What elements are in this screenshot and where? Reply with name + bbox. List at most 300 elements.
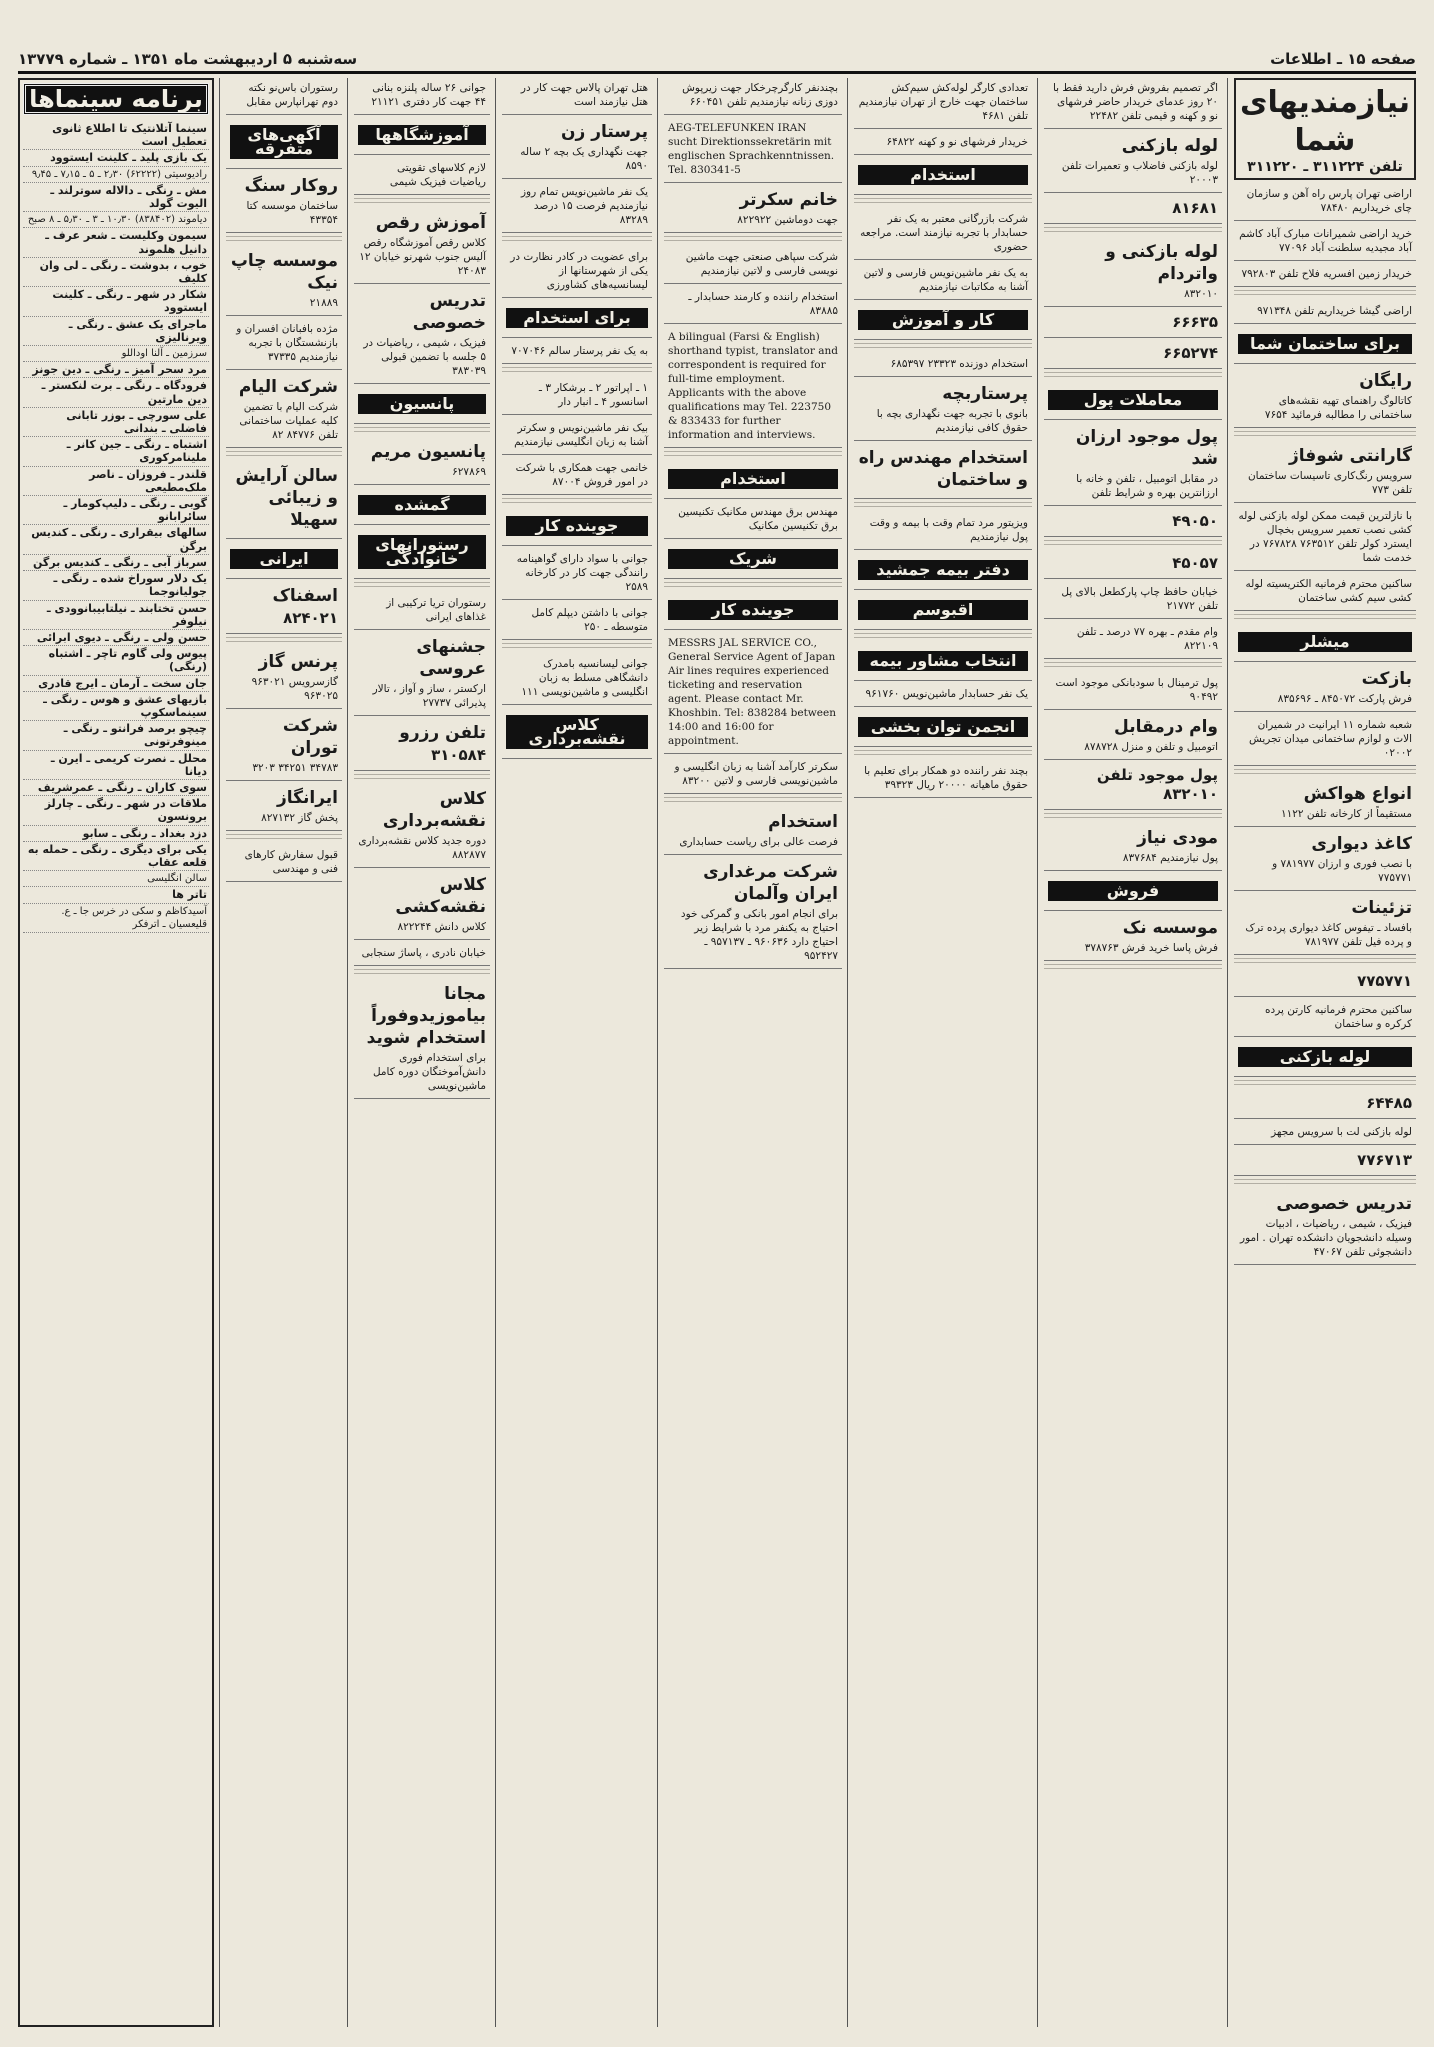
classified-ad (226, 712, 342, 781)
classified-title: نیازمندیهای شما (1239, 85, 1411, 158)
classified-ad (226, 845, 342, 882)
ad-heading: ایرانگاز (276, 788, 338, 808)
classified-ad (1044, 341, 1222, 369)
classified-ad (354, 118, 490, 155)
ad-heading: موسسه نک (1122, 918, 1218, 938)
classified-ad (1234, 1122, 1416, 1145)
classified-ad (502, 458, 652, 495)
ad-heading: برای ساختمان شما (1238, 334, 1412, 354)
text-block-filler (1044, 227, 1222, 235)
cinema-listing: علی سورچی ـ بوزر تابانی فاضلی ـ بندانی (23, 408, 209, 437)
classified-ad (854, 513, 1032, 550)
ad-text: جوانی ۲۶ ساله پلنزه بنانی ۴۴ جهت کار دفتری ۲۱۱۲۱ (371, 82, 486, 108)
ad-text: خرید اراضی شمیرانات مبارک آباد کاشم آباد مجیدیه سلطنت آباد ۷۷۰۹۶ (1239, 228, 1412, 254)
classified-ad (1044, 132, 1222, 193)
ad-text: A bilingual (Farsi & English) shorthand typist, translator and correspondent is required for full-time employment. Applicants with the above qualifications may Tel. 223750 & 833433 for further information and interviews. (668, 331, 838, 441)
classified-ad (354, 593, 490, 630)
text-block-filler (354, 198, 490, 206)
cinema-listing: ملاقات در شهر ـ رنگی ـ چارلز برونسون (23, 796, 209, 825)
cinema-listing: مش ـ رنگی ـ دالاله سوترلند ـ الیوت گولد (23, 183, 209, 212)
ad-text: رستوران تریا ترکیبی از غذاهای ایرانی (386, 597, 486, 623)
classified-ad (354, 488, 490, 525)
classified-ad (226, 784, 342, 831)
ad-heading: استخدام (858, 165, 1028, 185)
ad-heading: سالن آرایش و زیبائی سهیلا (235, 466, 338, 530)
cinema-listings (18, 78, 214, 2027)
cinema-listing: بازیهای عشق و هوس ـ رنگی ـ سینماسکوپ (23, 692, 209, 721)
text-block-filler (354, 774, 490, 782)
classified-ad (1044, 423, 1222, 506)
col5-ads (502, 78, 652, 759)
ad-text: فیزیک ، شیمی ، ریاضیات ، ادبیات وسیله دانشجویان دانشکده تهران . امور دانشجوئی تلفن ۴۷۰۶۷ (1240, 1218, 1412, 1258)
column-4 (664, 78, 842, 2027)
ad-text: کاتالوگ راهنمای تهیه نقشه‌های ساختمانی را مطالبه فرمائید ۷۶۵۴ (1264, 395, 1412, 421)
ad-phone: ۸۲۴۰۲۱ (283, 609, 338, 627)
column-3 (854, 78, 1032, 2027)
ad-text: شعبه شماره ۱۱ ایرانیت در شمیران الات و لوازم ساختمانی میدان تجریش ۰۲۰۰۲ (1249, 719, 1412, 759)
ad-text: مستقیماً از کارخانه تلفن ۱۱۲۲ (1280, 808, 1412, 820)
classified-ad (854, 644, 1032, 681)
classified-ad (854, 444, 1032, 499)
classified-ad (854, 158, 1032, 195)
classified-ad (354, 785, 490, 868)
classified-ad (354, 528, 490, 579)
classified-ad (1044, 551, 1222, 579)
ad-text: کلاس دانش ۸۲۲۲۴۴ (397, 921, 486, 933)
text-block-filler (664, 236, 842, 244)
cinema-listing: گوبی ـ رنگی ـ دلیپ‌کومار ـ سائرابانو (23, 496, 209, 525)
classified-ad (854, 553, 1032, 590)
ad-heading: لوله بازکنی (1121, 136, 1218, 156)
ad-text: ۱ ـ اپراتور ۲ ـ برشکار ۳ ـ اسانسور ۴ ـ انبار دار (538, 382, 648, 408)
classified-ad (354, 78, 490, 115)
classified-ad (226, 247, 342, 316)
classified-ad (226, 462, 342, 539)
ad-heading: شرکت توران (282, 716, 338, 758)
column-divider (1227, 78, 1228, 2027)
ad-heading: تدریس خصوصی (1276, 1194, 1412, 1214)
ad-heading: آموزشگاهها (358, 125, 486, 145)
classified-ad (1234, 1091, 1416, 1119)
ad-text: با نصب فوری و ارزان ۷۸۱۹۷۷ و ۷۷۵۷۷۱ (1272, 858, 1412, 884)
text-block-filler (1234, 769, 1416, 777)
cinema-listing: خوب ، بدوشت ـ رنگی ـ لی وان کلیف (23, 258, 209, 287)
text-block-filler (854, 502, 1032, 510)
ad-heading: مجانا بیاموزیدوفوراً استخدام شوید (366, 984, 486, 1048)
cinema-listing: آسیدکاظم و سکی در خرس جا ـ ع. قلیعسیان ـ اترفکر (23, 904, 209, 933)
classified-ad (1234, 715, 1416, 766)
ad-text: دوره جدید کلاس نقشه‌برداری ۸۸۲۸۷۷ (358, 835, 486, 861)
classified-ad (354, 438, 490, 485)
ad-text: لوله بازکنی فاضلاب و تعمیرات تلفن ۲۰۰۰۳ (1061, 160, 1218, 186)
ad-heading: تزئینات (1351, 898, 1412, 918)
classified-ad (1234, 625, 1416, 662)
classified-ad (354, 719, 490, 771)
classified-ad (1044, 622, 1222, 659)
cinema-listing: جان سخت ـ آرمان ـ ایرج قادری (23, 676, 209, 692)
cinema-listing: سینما آتلانتیک تا اطلاع ثانوی تعطیل است (23, 121, 209, 150)
ad-phone: ۶۴۴۸۵ (1366, 1094, 1412, 1112)
ad-text: هتل تهران پالاس جهت کار در هتل نیازمند است (520, 82, 648, 108)
ad-phone: ۷۷۶۷۱۳ (1357, 1151, 1412, 1169)
text-block-filler (854, 633, 1032, 641)
classified-ad (1044, 238, 1222, 307)
ad-heading: انجمن توان بخشی (858, 717, 1028, 737)
cinema-listing: شکار در شهر ـ رنگی ـ کلینت ایستوود (23, 287, 209, 316)
col1-ads (1234, 184, 1416, 1265)
classified-ad (854, 710, 1032, 747)
ad-text: بیک نفر ماشین‌نویس و سکرتر آشنا به زبان انگلیسی نیازمندیم (514, 422, 648, 448)
ad-heading: شریک (668, 549, 838, 569)
ad-text: برای عضویت در کادر نظارت در یکی از شهرستانها از لیسانسیه‌های کشاورزی (510, 251, 648, 291)
classified-ad (854, 761, 1032, 798)
classified-ad (1044, 673, 1222, 710)
ad-heading: استخدام مهندس راه و ساختمان (858, 448, 1028, 490)
classified-ad (664, 118, 842, 183)
column-divider (495, 78, 496, 2027)
ad-heading: کاغذ دیواری (1311, 834, 1412, 854)
classified-ad (502, 603, 652, 640)
ad-heading: گمشده (358, 495, 486, 515)
classified-ad (1234, 574, 1416, 611)
ad-heading: جوینده کار (506, 516, 648, 536)
cinema-listing: سالن انگلیسی (23, 871, 209, 887)
ad-text: یک نفر ماشین‌نویس تمام روز نیازمندیم فرصت ۱۵ درصد ۸۳۲۸۹ (520, 186, 648, 226)
classified-ad (502, 509, 652, 546)
cinema-listing: یک بازی پلید ـ کلینت ایستوود (23, 150, 209, 166)
cinema-listing: سیمون وکلیست ـ شعر عرف ـ دانیل هلموند (23, 228, 209, 257)
ad-text: ساکنین محترم فرمانیه کارتن پرده کرکره و ساختمان (1265, 1004, 1412, 1030)
cinema-title: برنامه سینماها (23, 83, 209, 115)
classified-ad (502, 549, 652, 600)
ad-heading: پانسیون مریم (370, 442, 486, 462)
ad-text: اراضی گیشا خریداریم تلفن ۹۷۱۳۴۸ (1257, 305, 1412, 317)
classified-ad (1234, 665, 1416, 712)
classified-ad (502, 182, 652, 233)
ad-heading: اقبوسم (858, 600, 1028, 620)
classified-ad (854, 684, 1032, 707)
ad-heading: روکار سنگ (244, 176, 338, 196)
ad-text: فرصت عالی برای ریاست حسابداری (679, 836, 838, 848)
text-block-filler (226, 834, 342, 842)
classified-ad (502, 301, 652, 338)
text-block-filler (1044, 540, 1222, 548)
ad-heading: تلفن رزرو (399, 723, 486, 743)
classified-ad (1234, 1148, 1416, 1176)
ad-text: پول ترمینال با سودبانکی موجود است ۹۰۴۹۲ (1055, 677, 1218, 703)
text-block-filler (1234, 1080, 1416, 1088)
cinema-listing: قلندر ـ فروزان ـ ناصر ملک‌مطیعی (23, 467, 209, 496)
classified-phone: تلفن ۳۱۱۲۲۴ ـ ۳۱۱۲۲۰ (1247, 159, 1403, 175)
ad-heading: استخدام (668, 469, 838, 489)
cinema-listing: اشتباه ـ رنگی ـ جین کانر ـ ملینامرکوری (23, 437, 209, 466)
classified-ad (854, 263, 1032, 300)
classified-ad (1234, 969, 1416, 997)
text-block-filler (1044, 813, 1222, 821)
column-divider (347, 78, 348, 2027)
text-block-filler (502, 367, 652, 375)
classified-ad (664, 327, 842, 448)
ad-heading: بازکت (1361, 669, 1412, 689)
classified-ad (502, 78, 652, 115)
ad-text: استخدام راننده و کارمند حسابدار ـ ۸۳۸۸۵ (688, 291, 838, 317)
classified-ad (502, 341, 652, 364)
ad-text: جوانی با سواد دارای گواهینامه رانندگی جهت کار در کارخانه ۲۵۸۹ (516, 553, 648, 593)
ad-text: ۶۲۷۸۶۹ (452, 466, 486, 478)
ad-heading: پرنس گاز (258, 652, 338, 672)
ad-heading: کار و آموزش (858, 310, 1028, 330)
text-block-filler (226, 637, 342, 645)
column-2 (1044, 78, 1222, 2027)
column-divider (657, 78, 658, 2027)
col2-ads (1044, 78, 1222, 972)
ad-text: ارکستر ، ساز و آواز ، تالار پذیرائی ۲۷۷۳۷ (372, 683, 486, 709)
classified-ad (854, 132, 1032, 155)
col6-ads (354, 78, 490, 1099)
cinema-lines (23, 121, 209, 933)
ad-heading: جشنهای عروسی (416, 637, 486, 679)
ad-text: گازسرویس ۹۶۳۰۲۱ ۹۶۳۰۲۵ (251, 676, 338, 702)
ad-heading: لوله بازکنی و واتردام (1105, 242, 1218, 284)
ad-heading: پرستاربچه (942, 384, 1028, 404)
classified-ad (664, 757, 842, 794)
col4-ads (664, 78, 842, 969)
ad-phone: ۶۶۵۲۷۴ (1163, 344, 1218, 362)
text-block-filler (354, 582, 490, 590)
page-header-left: سه‌شنبه ۵ اردیبهشت ماه ۱۳۵۱ ـ شماره ۱۳۷۷۹ (18, 50, 358, 68)
classified-ad (354, 387, 490, 424)
text-block-filler (1044, 964, 1222, 972)
text-block-filler (854, 198, 1032, 206)
ad-text: برای انجام امور بانکی و گمرکی خود احتیاج به یکنفر مرد با شرایط زیر احتیاج دارد ۹۶۰۶۳۶ ـ ۹۵۷۱۳۷ ـ ۹۵۲۴۲۷ (680, 908, 838, 962)
classified-ad (664, 287, 842, 324)
col3-ads (854, 78, 1032, 798)
text-block-filler (1234, 614, 1416, 622)
classified-ad (1234, 780, 1416, 827)
ad-phone: پول موجود تلفن ۸۳۲۰۱۰ (1096, 766, 1218, 803)
classified-ad (1044, 310, 1222, 338)
classified-ad (1234, 184, 1416, 221)
ad-heading: انتخاب مشاور بیمه (858, 651, 1028, 671)
ad-text: اگر تصمیم بفروش فرش دارید فقط با ۲۰ روز عدمای خریدار حاضر فرشهای نو و کهنه و قیمی تلفن ۲۲۴۸۲ (1052, 82, 1218, 122)
classified-ad (1044, 763, 1222, 810)
ad-heading: رستورانهای خانوادگی (358, 535, 486, 569)
text-block-filler (226, 451, 342, 459)
ad-text: استخدام دوزنده ۲۳۳۲۳ ۶۸۵۳۹۷ (890, 358, 1028, 370)
ad-text: کلاس رقص آموزشگاه رقص آلیس جنوب شهرنو خیابان ۱۲ ۲۴۰۸۳ (359, 237, 486, 277)
ad-heading: دفتر بیمه جمشید (858, 560, 1028, 580)
ad-heading: کلاس نقشه‌برداری (506, 715, 648, 749)
classified-ad (1234, 327, 1416, 364)
classified-ad (664, 78, 842, 115)
cinema-listing: مرد سحر آمیز ـ رنگی ـ دین جونز (23, 362, 209, 378)
ad-text: ساختمان موسسه کتا ۴۳۳۵۴ (246, 200, 338, 226)
ad-text: خریدار زمین افسریه فلاح تلفن ۷۹۲۸۰۳ (1241, 268, 1412, 280)
ad-heading: موسسه چاپ نیک (230, 251, 338, 293)
classified-ad (664, 858, 842, 969)
ad-text: لازم کلاسهای تقویتی ریاضیات فیزیک شیمی (389, 162, 486, 188)
ad-heading: رایگان (1359, 371, 1412, 391)
classified-ad (1234, 1040, 1416, 1077)
ad-heading: آموزش رقص (375, 213, 486, 233)
column-1 (1234, 78, 1416, 2027)
ad-heading: لوله بازکنی (1238, 1047, 1412, 1067)
ad-text: قبول سفارش کارهای فنی و مهندسی (244, 849, 338, 875)
ad-text: به یک نفر پرستار سالم ۷۰۷۰۴۶ (511, 345, 648, 357)
text-block-filler (226, 236, 342, 244)
ad-text: جوانی لیسانسیه بامدرک دانشگاهی مسلط به زبان انگلیسی و ماشین‌نویسی ۱۱۱ (521, 658, 648, 698)
classified-ad (1044, 824, 1222, 871)
ad-phone: ۷۷۵۷۷۱ (1357, 972, 1412, 990)
ad-heading: مودی نیاز (1137, 828, 1218, 848)
ad-heading: معاملات پول (1048, 390, 1218, 410)
ad-heading: تدریس خصوصی (412, 291, 486, 333)
cinema-listing: تاتر ها (23, 887, 209, 903)
text-block-filler (854, 750, 1032, 758)
ad-text: لوله بازکنی لت با سرویس مجهز (1271, 1126, 1412, 1138)
ad-text: خیابان حافظ چاپ پارکطعل بالای پل تلفن ۲۱۷۷۲ (1061, 586, 1218, 612)
column-divider (219, 78, 220, 2027)
cinema-listing: ماجرای یک عشق ـ رنگی ـ ویرنالیزی (23, 317, 209, 346)
col7-ads (226, 78, 342, 882)
ad-phone: ۳۱۰۵۸۴ (431, 746, 486, 764)
ad-text: بانوی با تجربه جهت نگهداری بچه با حقوق کافی نیازمندیم (876, 408, 1028, 434)
classified-ad (502, 654, 652, 705)
classified-ad (854, 593, 1032, 630)
ad-text: جوانی با داشتن دیپلم کامل متوسطه ـ ۲۵۰ (531, 607, 648, 633)
cinema-listing: دیاموند (۸۳۸۴۰۲) ۱۰٫۳۰ ـ ۳ ـ ۵٫۳۰ ـ ۸ صبح (23, 212, 209, 228)
text-block-filler (502, 643, 652, 651)
cinema-listing: یکی برای دیگری ـ رنگی ـ حمله به قلعه عقاب (23, 842, 209, 871)
ad-text: وام مقدم ـ بهره ۷۷ درصد ـ تلفن ۸۲۲۱۰۹ (1076, 626, 1218, 652)
classified-ad (1234, 830, 1416, 891)
classified-ad (354, 287, 490, 384)
ad-heading: وام درمقابل (1114, 717, 1218, 737)
ad-phone: ۸۱۶۸۱ (1172, 199, 1218, 217)
text-block-filler (1234, 1179, 1416, 1187)
cinema-listing: فرودگاه ـ رنگی ـ برت لنکستر ـ دین مارتین (23, 378, 209, 407)
classified-ad (1044, 582, 1222, 619)
ad-heading: گارانتی شوفاژ (1288, 446, 1412, 466)
classified-ad (502, 418, 652, 455)
classified-ad (354, 633, 490, 716)
column-6 (354, 78, 490, 2027)
ad-heading: برای استخدام (506, 308, 648, 328)
ad-text: فیزیک ، شیمی ، ریاضیات در ۵ جلسه با تضمین قبولی ۳۸۳۰۳۹ (363, 337, 486, 377)
ad-phone: ۶۶۶۳۵ (1172, 313, 1218, 331)
cinema-listing: پیوس ولی گاوم تاچر ـ اشتباه (رنگی) (23, 646, 209, 675)
column-7 (226, 78, 342, 2027)
classified-ad (1234, 224, 1416, 261)
ad-text: ۸۳۲۰۱۰ (1184, 288, 1218, 300)
classified-ad (354, 943, 490, 966)
ad-phone: ۴۹۰۵۰ (1172, 512, 1218, 530)
classified-ad (354, 158, 490, 195)
cinema-listing: دزد بغداد ـ رنگی ـ سابو (23, 826, 209, 842)
classified-ad (1234, 264, 1416, 287)
ad-heading: شرکت الیام (238, 377, 338, 397)
ad-text: ویزیتور مرد تمام وقت با بیمه و وقت پول نیازمندیم (869, 517, 1028, 543)
classified-ad (1044, 78, 1222, 129)
page-header-right: صفحه ۱۵ ـ اطلاعات (1270, 50, 1416, 68)
ad-text: سرویس رنگ‌کاری تاسیسات ساختمان تلفن ۷۷۳ (1247, 470, 1412, 496)
ad-text: پخش گاز ۸۲۷۱۳۲ (261, 812, 338, 824)
ad-text: مژده بافبانان افسران و بازنشستگان با تجربه نیازمندیم ۳۷۳۳۵ (236, 323, 338, 363)
ad-text: شرکت سپاهی صنعتی جهت ماشین نویسی فارسی و لاتین نیازمندیم (685, 251, 838, 277)
column-divider (847, 78, 848, 2027)
classified-ad (1044, 713, 1222, 760)
ad-heading: استخدام (768, 812, 838, 832)
text-block-filler (1234, 290, 1416, 298)
ad-heading: جوینده کار (668, 600, 838, 620)
ad-text: اتومبیل و تلفن و منزل ۸۷۸۷۲۸ (1084, 741, 1218, 753)
classified-ad (1044, 509, 1222, 537)
ad-text: جهت نگهداری یک بچه ۲ ساله ۸۵۹۰ (520, 146, 648, 172)
classified-ad (1044, 196, 1222, 224)
column-5 (502, 78, 652, 2027)
ad-text: پول نیازمندیم ۸۳۷۶۸۴ (1122, 852, 1218, 864)
ad-text: برای استخدام فوری دانش‌آموختگان دوره کامل ماشین‌نویسی (372, 1052, 486, 1092)
classified-ad (1234, 301, 1416, 324)
classified-ad (664, 186, 842, 233)
ad-text: بچندنفر کارگرچرخکار جهت زیرپوش دوزی زنانه نیازمندیم تلفن ۶۶۰۴۵۱ (682, 82, 838, 108)
classified-ad (854, 209, 1032, 260)
classified-ad (854, 354, 1032, 377)
text-block-filler (664, 797, 842, 805)
classified-ad (1234, 442, 1416, 503)
ad-text: مهندس برق مهندس مکانیک تکنیسین برق تکنیسین مکانیک (678, 506, 838, 532)
classified-ad (226, 78, 342, 115)
ad-heading: فروش (1048, 881, 1218, 901)
ad-heading: پول موجود ارزان شد (1075, 427, 1218, 469)
cinema-listing: یک دلار سوراخ شده ـ رنگی ـ جولیانوجما (23, 571, 209, 600)
classified-title-box (1234, 78, 1416, 180)
ad-heading: پانسیون (358, 394, 486, 414)
ad-text: اراضی تهران پارس راه آهن و سازمان چای خریداریم ۷۸۴۸۰ (1246, 188, 1412, 214)
classified-ad (502, 118, 652, 179)
text-block-filler (664, 451, 842, 459)
text-block-filler (1234, 958, 1416, 966)
cinema-listing: حسن تختابند ـ نیلتابیبانوودی ـ نیلوفر (23, 601, 209, 630)
ad-text: AEG-TELEFUNKEN IRAN sucht Direktionssekretärin mit englischen Sprachkenntnissen. Tel. 830341-5 (668, 122, 835, 176)
classified-ad (664, 502, 842, 539)
ad-text: ۳۴۷۸۳ ۳۴۲۵۱ ۳۲۰۳ (252, 762, 338, 774)
ad-heading: آگهی‌های متفرقه (230, 125, 338, 159)
classified-ad (354, 209, 490, 284)
cinema-listing: سرباز آبی ـ رنگی ـ کندیس برگن (23, 555, 209, 571)
ad-text: به یک نفر ماشین‌نویس فارسی و لاتین آشنا به مکاتبات نیازمندیم (863, 267, 1028, 293)
ad-text: خیابان نادری ، پاساژ سنجابی (361, 947, 486, 959)
ad-text: فرش پارکت ۸۴۵۰۷۲ ـ ۸۳۵۶۹۶ (1277, 693, 1412, 705)
classified-ad (1234, 894, 1416, 955)
classified-ad (854, 78, 1032, 129)
classified-ad (664, 633, 842, 754)
classified-ad (226, 319, 342, 370)
ad-heading: اسفناک (272, 586, 338, 606)
classified-ad (664, 542, 842, 579)
text-block-filler (1044, 372, 1222, 380)
cinema-listing: چیچو برصد فرانتو ـ رنگی ـ مینوفرتونی (23, 721, 209, 750)
cinema-listing: سوی کاران ـ رنگی ـ عمرشریف (23, 780, 209, 796)
classified-ad (1234, 1000, 1416, 1037)
text-block-filler (1044, 662, 1222, 670)
column-divider (1037, 78, 1038, 2027)
ad-text: تعدادی کارگر لوله‌کش سیم‌کش ساختمان جهت خارج از تهران نیازمندیم تلفن ۴۶۸۱ (858, 82, 1028, 122)
text-block-filler (502, 236, 652, 244)
classified-ad (226, 542, 342, 579)
classified-ad (664, 808, 842, 855)
ad-text: جهت دوماشین ۸۲۲۹۲۲ (737, 214, 838, 226)
